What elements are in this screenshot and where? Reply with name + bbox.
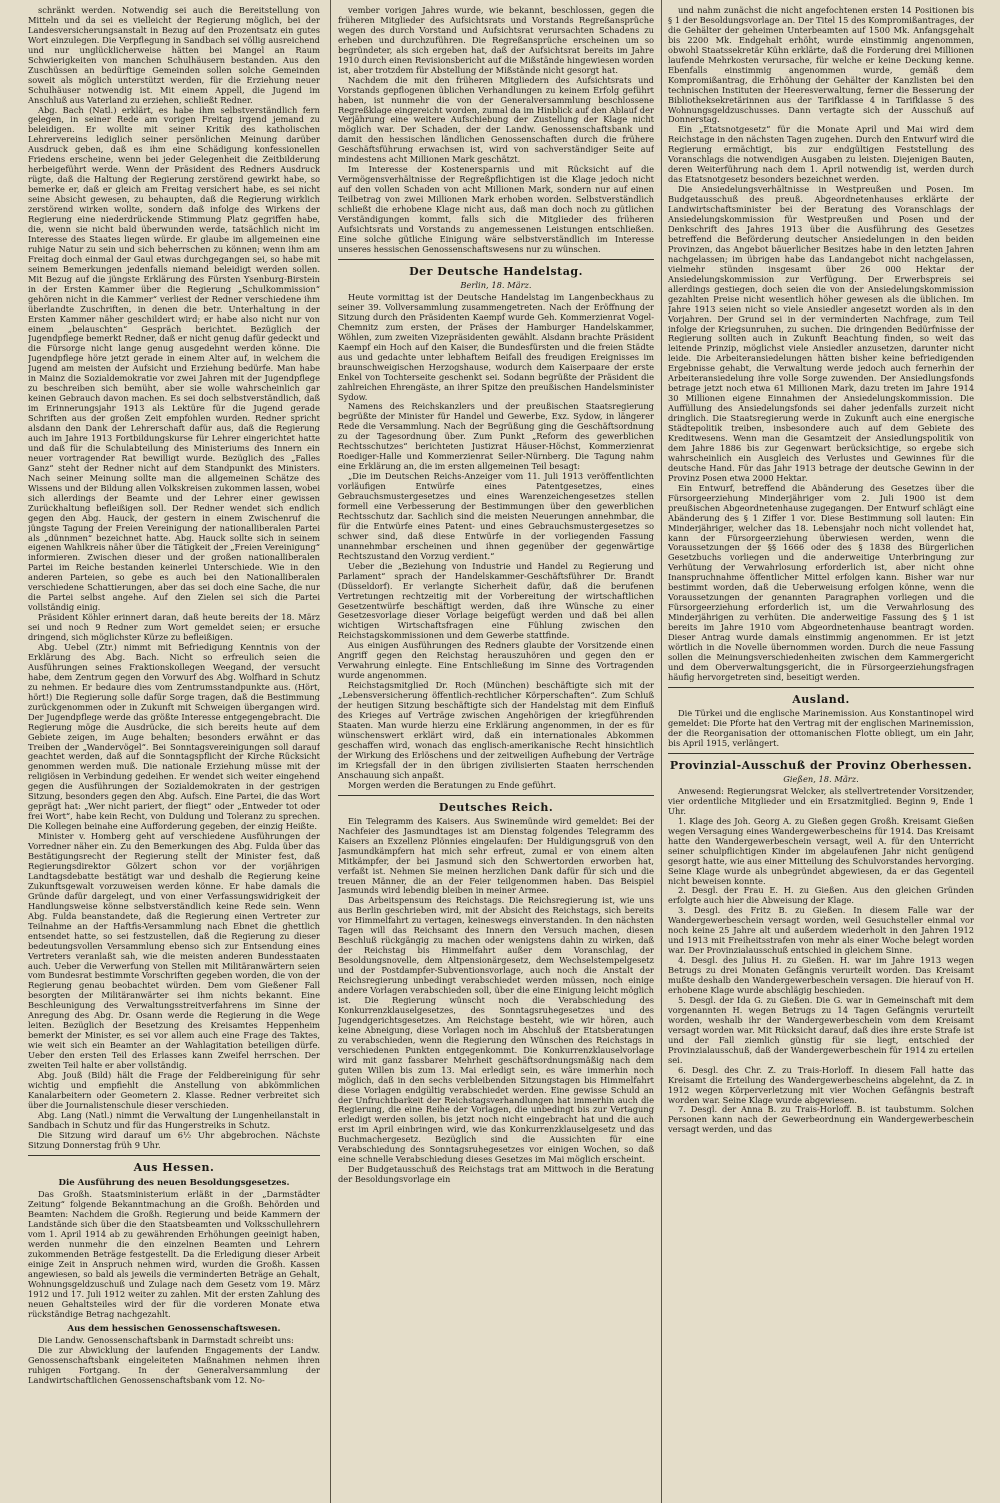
paragraph: Abg. Uebel (Ztr.) nimmt mit Befriedigung Kenntnis von der Erklärung des Abg. Bach. Nicht so erfreulich seien die Ausführungen seines Fraktionskollegen Weegand, der versucht habe, dem Zentrum gegen den Vorwurf des Abg. Wolfhard in Schutz zu nehmen. Er bedaure dies vom Zentrumsstandpunkte aus. (Hört, hört!) Die Regierung solle dafür Sorge tragen, daß die Bestimmung zurückgenommen oder in Zukunft mit Schweigen übergangen wird. Der Jugendpflege werde das größte Interesse entgegengebracht. Die Regierung möge die Ausdrücke, die sich bereits heute auf dem Gebiete zeigen, im Auge behalten; besonders erwähnt er das Treiben der „Wandervögel“. Bei Sonntagsvereinigungen soll darauf geachtet werden, daß auf die Sonntagspflicht der Kirche Rücksicht genommen werden muß. Die nationale Erziehung müsse mit der religiösen in Verbindung gedeihen. Er wendet sich weiter eingehend gegen die Ausführungen der Sozialdemokraten in der gestrigen Sitzung, besonders gegen den Abg. Aufsch. Eine Partei, die das Wort geprägt hat: „Wer nicht pariert, der fliegt“ oder „Entweder tot oder frei Wort“, habe kein Recht, von Duldung und Toleranz zu sprechen. Die Kollegen beinahe eine Aufforderung gegeben, der einzig Heißte. [28, 642, 320, 832]
column-rule [330, 0, 331, 1503]
paragraph: Das Arbeitspensum des Reichstags. Die Reichsregierung ist, wie uns aus Berlin geschrieben wird, mit der Absicht des Reichstags, sich bereits vor Himmelfahrt zu vertagen, keineswegs einverstanden. In den nächsten Tagen will das Reichsamt des Innern den Versuch machen, diesen Beschluß rückgängig zu machen oder wenigstens dahin zu wirken, daß der Reichstag bis Himmelfahrt außer dem Voranschlag, der Besoldungsnovelle, dem Altpensionärgesetz, dem Wechselstempelgesetz und der Postdampfer-Subventionsvorlage, auch noch die Anstalt der Reichsregierung unbedingt verabschiedet werden müssen, noch einige andere Vorlagen verabschieden soll, über die eine Einigung leicht möglich ist. Die Regierung wünscht noch die Verabschiedung des Konkurrenzklauselgesetzes, des Sonntagsruhegesetzes und des Jugendgerichtsgesetzes. Am Reichstage besteht, wie wir hören, auch keine Abneigung, diese Vorlagen noch im Abschluß der Etatsberatungen zu verabschieden, wenn die Regierung den Wünschen des Reichstags in verschiedenen Punkten entgegenkommt. Die Konkurrenzklauselvorlage wird mit ganz fassbarer Mehrheit geschäftsordnungsmäßig nach dem guten Willen bis zum 13. Mai erledigt sein, es wäre immerhin noch möglich, daß in den sechs verbleibenden Sitzungstagen bis Himmelfahrt diese Vorlagen endgültig verabschiedet werden. Eine gewisse Schuld an der Unfruchtbarkeit der Reichstagsverhandlungen hat immerhin auch die Regierung, die eine Reihe der Vorlagen, die unbedingt bis zur Vertagung erledigt werden sollen, bis jetzt noch nicht eingebracht hat und die auch erst im April einbringen wird, wie das Konkurrenzklauselgesetz und das Buchmachergesetz. Bezüglich sind die Aussichten für eine Verabschiedung des Sonntagsruhegesetzes vor einigen Wochen, so daß eine schnelle Verabschiedung dieses Gesetzes im Mai möglich erscheint. [338, 895, 654, 1165]
paragraph: Ein Entwurf, betreffend die Abänderung des Gesetzes über die Fürsorgeerziehung Minderjähriger vom 2. Juli 1900 ist dem preußischen Abgeordnetenhause zugegangen. Der Entwurf schlägt eine Abänderung des § 1 Ziffer 1 vor. Diese Bestimmung soll lauten: Ein Minderjähriger, welcher das 18. Lebensjahr noch nicht vollendet hat, kann der Fürsorgeerziehung überwiesen werden, wenn die Voraussetzungen der §§ 1666 oder des § 1838 des Bürgerlichen Gesetzbuchs vorliegen und die anderweitige Unterbringung zur Verhütung der Verwahrlosung erforderlich ist, aber nicht ohne Inanspruchnahme öffentlicher Mittel erfolgen kann. Bisher war nur bestimmt worden, daß die Ueberweisung erfolgen könne, wenn die Voraussetzungen der genannten Paragraphen vorliegen und die Fürsorgeerziehung erforderlich ist, um die Verwahrlosung des Minderjährigen zu verhüten. Die anderweitige Fassung des § 1 ist bereits im Jahre 1910 vom Abgeordnetenhause beantragt worden. Dieser Antrag wurde damals einstimmig angenommen. Er ist jetzt wörtlich in die Novelle übernommen worden. Durch die neue Fassung sollen die Meinungsverschiedenheiten zwischen dem Kammergericht und dem Oberverwaltungsgericht, die in Fürsorgeerziehungsfragen häufig hervorgetreten sind, beseitigt werden. [668, 482, 974, 682]
column-3 [668, 6, 974, 1499]
subheading: Die Ausführung des neuen Besoldungsgesetzes. [58, 1177, 290, 1188]
paragraph: Anwesend: Regierungsrat Welcker, als stellvertretender Vorsitzender, vier ordentliche Mitglieder und ein Ersatzmitglied. Beginn 9, Ende 1 Uhr. [668, 785, 974, 816]
dateline: Berlin, 18. März. [460, 280, 532, 291]
column-1 [28, 6, 320, 1499]
paragraph: vember vorigen Jahres wurde, wie bekannt, beschlossen, gegen die früheren Mitglieder des Aufsichtsrats und Vorstands Regreßansprüche wegen des durch Vorstand und Aufsichtsrat verursachten Schadens zu erheben und durchzuführen. Die Regreßansprüche erscheinen um so begründeter, als sich ergeben hat, daß der Aufsichtsrat bereits im Jahre 1910 durch einen Revisionsbericht auf die Mißstände hingewiesen worden ist, aber trotzdem für Abstellung der Mißstände nicht gesorgt hat. [338, 6, 654, 75]
section-heading: Deutsches Reich. [438, 800, 554, 814]
section-divider [668, 753, 974, 754]
paragraph: 4. Desgl. des Julius H. zu Gießen. H. war im Jahre 1913 wegen Betrugs zu drei Monaten Gefängnis verurteilt worden. Das Kreisamt mußte deshalb den Wandergewerbeschein versagen. Die hierauf von H. erhobene Klage wurde abschlägig beschieden. [668, 955, 974, 996]
paragraph: Abg. Bach (Natl.) erklärt, es habe ihm selbstverständlich fern gelegen, in seiner Rede am vorigen Freitag irgend jemand zu beleidigen. Er wollte mit seiner Kritik des katholischen Lehrervereins lediglich seiner persönlichen Meinung darüber Ausdruck geben, daß es ihm eine Schädigung konfessionellen Friedens erscheine, wenn bei jeder Gelegenheit die Zeitbilderung herbeigeführt werde. Wenn der Präsident des Redners Ausdruck rügte, daß die Haltung der Regierung zerstörend gewirkt habe, so bemerke er, daß er gleich am Freitag versichert habe, es sei nicht seine Absicht gewesen, zu behaupten, daß die Regierung wirklich zerstörend wirken wollte, sondern daß infolge des Wirkens der Regierung eine niederdrückende Stimmung Platz gegriffen habe, die, wenn sie nicht bald überwunden werde, tatsächlich nicht im Interesse des Staates liegen würde. Er glaube im allgemeinen eine ruhige Natur zu sein und sich beherrschen zu können; wenn ihm am Freitag doch einmal der Gaul etwas durchgegangen sei, so habe mit seinem Bemerkungen jedenfalls niemand beleidigt werden sollen. Mit Bezug auf die jüngste Erklärung des Fürsten Ysenburg-Birstein in der Ersten Kammer über die Regierung „Schulkommission“ gehören nicht in die Kammer“ verliest der Redner verschiedene ihm überlandte Zuschriften, in denen die betr. Unterhaltung in der Ersten Kammer näher geschildert wird; er habe also nicht nur von einem „belauschten“ Gespräch berichtet. Bezüglich der Jugendpflege bemerkt Redner, daß er nicht genug dafür gedeckt und die Fürsorge nicht lange genug ausgedehnt werden könne. Die Jugendpflege höre jetzt gerade in einem Alter auf, in welchem die Jugend am meisten der Aufsicht und Erziehung bedürfe. Man habe in Mainz die Sozialdemokratie vor zwei Jahren mit der Jugendpflege zu beschreiben sich bemüht, aber sie wolle wahrscheinlich gar keinen Gebrauch davon machen. Es sei doch selbstverständlich, daß im Erinnerungsjahr 1913 als Lektüre für die Jugend gerade Schriften aus der großen Zeit empfohlen wurden. Redner spricht alsdann den Dank der Lehrerschaft dafür aus, daß die Regierung auch im Jahre 1913 Fortbildungskurse für Lehrer eingerichtet hatte und daß für die Schulabteilung des Ministeriums des Innern ein neuer vortragender Rat bewilligt wurde. Bezüglich des „Falles Ganz“ steht der Redner nicht auf dem Standpunkt des Ministers. Nach seiner Meinung sollte man die allgemeinen Schätze des Wissens und der Bildung allen Volkskreisen zukommen lassen, wobei sich allerdings der Beamte und der Lehrer einer gewissen Zurückhaltung befleißigen soll. Der Redner wendet sich endlich gegen den Abg. Hauck, der gestern in einem Zwischenruf die jüngste Tagung der Freien Vereinigung der nationalliberalen Partei als „dünnmen“ bezeichnet hatte. Abg. Hauck sollte sich in seinem eigenen Wahlkreis näher über die Tätigkeit der „Freien Vereinigung“ informieren. Zwischen dieser und der großen nationalliberalen Partei im Reiche bestanden keinerlei Unterschiede. Wie in den anderen Parteien, so gebe es auch bei den Nationalliberalen verschiedene Schattierungen, aber das sei doch eine Sache, die nur die Partei selbst angehe. Auf den Zielen sei sich die Partei vollständig einig. [28, 104, 320, 613]
paragraph: 6. Desgl. des Chr. Z. zu Trais-Horloff. In diesem Fall hatte das Kreisamt die Erteilung des Wandergewerbescheins abgelehnt, da Z. in 1912 wegen Körperverletzung mit vier Wochen Gefängnis bestraft worden war. Seine Klage wurde abgewiesen. [668, 1064, 974, 1105]
paragraph: Das Großh. Staatsministerium erläßt in der „Darmstädter Zeitung“ folgende Bekanntmachung an die Großh. Behörden und Beamten: Nachdem die Großh. Regierung und beide Kammern der Landstände sich über die den Staatsbeamten und Volksschullehrern vom 1. April 1914 ab zu gewährenden Erhöhungen geeinigt haben, werden nunmehr die den einzelnen Beamten und Lehrern zukommenden Beträge festgestellt. Da die Erledigung dieser Arbeit einige Zeit in Anspruch nehmen wird, wurden die Großh. Kassen angewiesen, so bald als jeweils die verminderten Beträge an Gehalt, Wohnungsgeldzuschuß und Zulage nach dem Gesetz vom 19. März 1912 und 17. Juli 1912 weiter zu zahlen. Mit der ersten Zahlung des neuen Gehaltsteiles wird der für die vorderen Monate etwa rückständige Betrag nachgezahlt. [28, 1189, 320, 1319]
paragraph: Die Landw. Genossenschaftsbank in Darmstadt schreibt uns: [38, 1334, 294, 1345]
paragraph: Nachdem die mit den früheren Mitgliedern des Aufsichtsrats und Vorstands gepflogenen üblichen Verhandlungen zu keinem Erfolg geführt haben, ist nunmehr die von der Generalversammlung beschlossene Regreßklage eingereicht worden, zumal da im Hinblick auf den Ablauf der Verjährung eine weitere Aufschiebung der Zustellung der Klage nicht möglich war. Der Schaden, der der Landw. Genossenschaftsbank und damit den hessischen ländlichen Genossenschaften durch die frühere Geschäftsführung erwachsen ist, wird von sachverständiger Seite auf mindestens acht Millionen Mark geschätzt. [338, 74, 654, 165]
paragraph: Ueber die „Beziehung von Industrie und Handel zu Regierung und Parlament“ sprach der Handelskammer-Geschäftsführer Dr. Brandt (Düsseldorf). Er verlangte Sicherheit dafür, daß die berufenen Vertretungen rechtzeitig mit der Vorbereitung der wirtschaftlichen Gesetzentwürfe beschäftigt werden, daß ihre Wünsche zu einer Gesetzesvorlage dieser Vorlage beigefügt werden und daß bei allen wichtigen Wirtschaftsfragen eine Fühlung zwischen den Reichstagskommissionen und dem Gewerbe stattfinde. [338, 560, 654, 641]
paragraph: Der Budgetausschuß des Reichstags trat am Mittwoch in die Beratung der Besoldungsvorlage ein [338, 1164, 654, 1185]
paragraph: Morgen werden die Beratungen zu Ende geführt. [348, 779, 557, 790]
section-divider [338, 795, 654, 796]
paragraph: Ein „Etatsnotgesetz“ für die Monate April und Mai wird dem Reichstage in den nächsten Tagen zugehen. Durch den Entwurf wird die Regierung ermächtigt, bis zur endgültigen Feststellung des Voranschlags die notwendigen Ausgaben zu leisten. Diejenigen Bauten, deren Weiterführung nach dem 1. April notwendig ist, werden durch das Etatsnotgesetz besonders bezeichnet werden. [668, 124, 974, 185]
paragraph: Minister v. Homberg geht auf verschiedene Ausführungen der Vorredner näher ein. Zu den Bemerkungen des Abg. Fulda über das Bestätigungsrecht der Regierung stellt der Minister fest, daß Regierungsdirektor Gölzert schon vor der vorjährigen Landtagsdebatte bestätigt war und deshalb die Regierung keine Zukunftsgewalt vorzuweisen werden könne. Er habe damals die Gründe dafür dargelegt, und von einer Verfassungswidrigkeit der Handlungsweise könne selbstverständlich keine Rede sein. Wenn Abg. Fulda beanstandete, daß die Regierung einen Vertreter zur Teilnahme an der Haftfis-Versammlung nach Ebnet die ghettlich entsendet hatte, so sei festzustellen, daß die Regierung zu dieser bedeutungsvollen Versammlung ebenso sich zur Entsendung eines Vertreters veranlaßt sah, wie die meisten anderen Bundesstaaten auch. Ueber die Verwerfung von Stellen mit Militäranwärtern seien vom Bundesrat bestimmte Vorschriften gegeben worden, die von der Regierung genau beobachtet würden. Dem vom Gießener Fall besorgten der Militäranwärter sei ihm nichts bekannt. Eine Beschleunigung des Verwaltungsstreitverfahrens im Sinne der Anregung des Abg. Dr. Osann werde die Regierung in die Wege leiten. Bezüglich der Besetzung des Kreisamtes Heppenheim bemerkt der Minister, es sei vor allem auch eine Frage des Taktes, wie weit sich ein Beamter an der Wahlagitation beteiligen dürfe. Ueber den ersten Teil des Erlasses kann Zweifel herrschen. Der zweiten Teil halte er aber vollständig. [28, 831, 320, 1071]
paragraph: Abg. Lang (Natl.) nimmt die Verwaltung der Lungenheilanstalt in Sandbach in Schutz und für das Hungerstreiks in Schutz. [28, 1109, 320, 1130]
section-divider [668, 687, 974, 688]
paragraph: „Die im Deutschen Reichs-Anzeiger vom 11. Juli 1913 veröffentlichten vorläufigen Entwürfe eines Patentgesetzes, eines Gebrauchsmustergesetzes und eines Warenzeichengesetzes stellen formell eine Verbesserung der Bestimmungen über den gewerblichen Rechtsschutz dar. Sachlich sind die meisten Neuerungen annehmbar, die für die Entwürfe eines Patent- und eines Gebrauchsmustergesetzes so schwer sind, daß diese Entwürfe in der vorliegenden Fassung unannehmbar erscheinen und ihnen gegenüber der gegenwärtige Rechtszustand den Vorzug verdient.“ [338, 471, 654, 561]
paragraph: schränkt werden. Notwendig sei auch die Bereitstellung von Mitteln und da sei es vielleicht der Regierung möglich, bei der Landesversicherungsanstalt in Bezug auf den Prozentsatz ein gutes Wort einzulegen. Die Verpflegung in Sandbach sei völlig ausreichend und nur unglücklicherweise hätten bei Mangel an Raum Schwierigkeiten von manchen Schulhäusern bestanden. Aus den Zuschüssen an bedürftige Gemeinden sollen solche Gemeinden soweit als möglich unterstützt werden, für die Erziehung neuer Schulhäuser notwendig ist. Mit einem Appell, die Jugend im Anschluß aus Vaterland zu erziehen, schließt Redner. [28, 6, 320, 105]
paragraph: Aus einigen Ausführungen des Redners glaubte der Vorsitzende einen Angriff gegen den Reichstag herauszuhören und gegen den er Verwahrung einlegte. Eine Entschließung im Sinne des Vortragenden wurde angenommen. [338, 640, 654, 681]
paragraph: Reichstagsmitglied Dr. Roch (München) beschäftigte sich mit der „Lebensversicherung öffentlich-rechtlicher Körperschaften“. Zum Schluß der heutigen Sitzung beschäftigte sich der Handelstag mit dem Einfluß des Krieges auf Verträge zwischen Angehörigen der kriegführenden Staaten. Man wurde hierzu eine Erklärung angenommen, in der es für wünschenswert erklärt wird, daß ein internationales Abkommen geschaffen wird, wonach das englisch-amerikanische Recht hinsichtlich der Wirkung des Erlöschens und der zeitweiligen Aufhebung der Verträge im Kriegsfall der in den übrigen zivilisierten Staaten herrschenden Anschauung sich anpaßt. [338, 680, 654, 780]
paragraph: Heute vormittag ist der Deutsche Handelstag im Langenbeckhaus zu seiner 39. Vollversammlung zusammengetreten. Nach der Eröffnung der Sitzung durch den Präsidenten Kaempf wurde Geh. Kommerzienrat Vogel-Chemnitz zum ersten, der Präses der Hamburger Handelskammer, Wöhlen, zum zweiten Vizepräsidenten gewählt. Alsdann brachte Präsident Kaempf ein Hoch auf den Kaiser, die Bundesfürsten und die freien Städte aus und gedachte unter lebhaftem Beifall des freudigen Ereignisses im braunschweigischen Herzogshause, wodurch dem Kaiserpaare der erste Enkel von Tochterseite geschenkt sei. Sodann begrüßte der Präsident die zahlreichen Ehrengäste, an ihrer Spitze den preußischen Handelsminister Sydow. [338, 291, 654, 402]
paragraph: 2. Desgl. der Frau E. H. zu Gießen. Aus den gleichen Gründen erfolgte auch hier die Abweisung der Klage. [668, 885, 974, 906]
section-divider [28, 1155, 320, 1156]
paragraph: Namens des Reichskanzlers und der preußischen Staatsregierung begrüßte der Minister für Handel und Gewerbe, Exz. Sydow, in längerer Rede die Versammlung. Nach der Begrüßung ging die Geschäftsordnung zu der Tagesordnung über. Zum Punkt „Reform des gewerblichen Rechtsschutzes“ berichteten Justizrat Häuser-Höchst, Kommerzienrat Roediger-Halle und Kommerzienrat Seiler-Nürnberg. Die Tagung nahm eine Erklärung an, die im ersten allgemeinen Teil besagt: [338, 401, 654, 472]
paragraph: 1. Klage des Joh. Georg A. zu Gießen gegen Großh. Kreisamt Gießen wegen Versagung eines Wandergewerbescheins für 1914. Das Kreisamt hatte den Wandergewerbeschein versagt, weil A. für den Unterricht seiner schulpflichtigen Kinder im abgelaufenen Jahr nicht genügend gesorgt hatte, wie aus einer Mitteilung des Schulvorstandes hervorging. Seine Klage wurde als unbegründet abgewiesen, da er das Gegenteil nicht beweisen konnte. [668, 815, 974, 886]
column-rule [661, 0, 662, 1503]
paragraph: Die zur Abwicklung der laufenden Engagements der Landw. Genossenschaftsbank eingeleiteten Maßnahmen nehmen ihren ruhigen Fortgang. In der Generalversammlung der Landwirtschaftlichen Genossenschaftsbank vom 12. No- [28, 1344, 320, 1385]
paragraph: Im Interesse der Kostenersparnis und mit Rücksicht auf die Vermögensverhältnisse der Regreßpflichtigen ist die Klage jedoch nicht auf den vollen Schaden von acht Millionen Mark, sondern nur auf einen Teilbetrag von zwei Millionen Mark erhoben worden. Selbstverständlich schließt die erhobene Klage nicht aus, daß man doch noch zu gütlichen Verständigungen kommt, falls sich die Mitglieder des früheren Aufsichtsrats und Vorstands zu angemessenen Leistungen entschließen. Eine solche gütliche Einigung wäre selbstverständlich im Interesse unseres hessischen Genossenschaftswesens nur zu wünschen. [338, 164, 654, 254]
dateline: Gießen, 18. März. [783, 774, 859, 784]
paragraph: Ein Telegramm des Kaisers. Aus Swinemünde wird gemeldet: Bei der Nachfeier des Jasmundtages ist am Dienstag folgendes Telegramm des Kaisers an Exzellenz Plönnies eingelaufen: Der Huldigungsgruß von den Jasmundkämpfern hat mich sehr erfreut, zumal er von einem alten Mitkämpfer, der bei Jasmund sich den Schwertorden erworben hat, verfaßt ist. Nehmen Sie meinen herzlichen Dank dafür für sich und die treuen Männer, die an der Feier teilgenommen haben. Das Beispiel Jasmunds wird lebendig bleiben in meiner Armee. [338, 815, 654, 896]
paragraph: 3. Desgl. des Fritz B. zu Gießen. In diesem Falle war der Wandergewerbeschein versagt worden, weil Gesuchsteller einmal vor noch keine 25 Jahre alt und außerdem wiederholt in den Jahren 1912 und 1913 mit Freiheitsstrafen von mehr als einer Woche belegt worden war. Der Provinzialausschuß entschied in gleichem Sinne. [668, 905, 974, 956]
paragraph: Die Sitzung wird darauf um 6½ Uhr abgebrochen. Nächste Sitzung Donnerstag früh 9 Uhr. [28, 1129, 320, 1150]
subheading: Aus dem hessischen Genossenschaftswesen. [67, 1323, 281, 1334]
paragraph: 5. Desgl. der Ida G. zu Gießen. Die G. war in Gemeinschaft mit dem vorgenannten H. wegen Betrugs zu 14 Tagen Gefängnis verurteilt worden, weshalb ihr der Wandergewerbeschein vom dem Kreisamt versagt worden war. Mit Rücksicht darauf, daß dies ihre erste Strafe ist und der Fall ziemlich günstig für sie liegt, entschied der Provinzialausschuß, daß der Wandergewerbeschein für 1914 zu erteilen sei. [668, 994, 974, 1065]
paragraph: Die Ansiedelungsverhältnisse in Westpreußen und Posen. Im Budgetausschuß des preuß. Abgeordnetenhauses erklärte der Landwirtschaftsminister bei der Beratung des Voranschlags der Ansiedelungskommission für Westpreußen und Posen und der Denkschrift des Jahres 1913 über die Ausführung des Gesetzes betreffend die Beförderung deutscher Ansiedelungen in den beiden Provinzen, das Angebot bäuerlicher Besitzes habe in den letzten Jahren nachgelassen; im übrigen habe das Landangebot nicht nachgelassen, vielmehr stünden insgesamt über 26 000 Hektar der Ansiedelungskommission zur Verfügung. Der Erwerbspreis sei allerdings gestiegen, doch seien die von der Ansiedelungskommission gezahlten Preise nicht wesentlich höher gewesen als die üblichen. Im Jahre 1913 seien nicht so viele Ansiedler angesetzt worden als in den Vorjahren. Der Grund sei in der verminderten Nachfrage, zum Teil infolge der Kriegsunruhen, zu suchen. Die dringenden Bedürfnisse der Regierung sollten auch in Zukunft Beachtung finden, so weit das leitende Prinzip, möglichst viele Ansiedler anzusetzen, darunter nicht leide. Die Arbeiteransiedelungen hätten bisher keine befriedigenden Ergebnisse gehabt, die Verwaltung werde jedoch auch fernerhin der Arbeiteransiedelung ihre volle Sorge zuwenden. Der Ansiedlungsfonds betrage jetzt noch etwa 61 Millionen Mark, dazu treten im Jahre 1914 30 Millionen eigene Einnahmen der Ansiedelungskommission. Die Auffüllung des Ansiedelungsfonds sei daher jedenfalls zurzeit nicht dringlich. Die Staatsregierung werde in Zukunft auch eine energische Städtepolitik treiben, insbesondere auch auf dem Gebiete des Kreditwesens. Wenn man die Gesamtzeit der Ansiedlungspolitik von dem Jahre 1886 bis zur Gegenwart berücksichtige, so ergebe sich wahrscheinlich ein Ausgleich des Verlustes und Gewinnes für die deutsche Hand. Für das Jahr 1913 betrage der deutsche Gewinn in der Provinz Posen etwa 2000 Hektar. [668, 184, 974, 483]
section-heading: Ausland. [792, 692, 850, 706]
paragraph: Präsident Köhler erinnert daran, daß heute bereits der 18. März sei und noch 9 Redner zum Wort gemeldet seien; er ersuche dringend, sich möglichster Kürze zu befleißigen. [28, 612, 320, 643]
section-heading: Aus Hessen. [133, 1160, 215, 1174]
paragraph: und nahm zunächst die nicht angefochtenen ersten 14 Positionen bis § 1 der Besoldungsvorlage an. Der Titel 15 des Kompromißantrages, der die Gehälter der geheimen Unterbeamten auf 1500 Mk. Anfangsgehalt bis 2200 Mk. Endgehalt erhöht, wurde einstimmig angenommen, obwohl Staatssekretär Kühn erklärte, daß die Forderung drei Millionen laufende Mehrkosten verursache, für welche er keine Deckung kenne. Ebenfalls einstimmig angenommen wurde, gemäß dem Kompromißantrag, die Erhöhung der Gehälter der Kanzlisten bei den technischen Instituten der Heeresverwaltung, ferner die Besserung der Bibliotheksekretärinnen aus der Tarifklasse 4 in Tarifklasse 5 des Wohnungsgeldzuschusses. Dann vertagte sich der Ausschuß auf Donnerstag. [668, 6, 974, 125]
column-2 [338, 6, 654, 1499]
section-heading: Der Deutsche Handelstag. [409, 264, 583, 278]
paragraph: 7. Desgl. der Anna B. zu Trais-Horloff. B. ist taubstumm. Solchen Personen kann nach der Gewerbeordnung ein Wandergewerbeschein versagt werden, und das [668, 1104, 974, 1135]
section-divider [338, 259, 654, 260]
paragraph: Die Türkei und die englische Marinemission. Aus Konstantinopel wird gemeldet: Die Pforte hat den Vertrag mit der englischen Marinemission, der die Reorganisation der ottomanischen Flotte obliegt, um ein Jahr, bis April 1915, verlängert. [668, 708, 974, 748]
paragraph: Abg. Jouß (Bild) hält die Frage der Feldbereinigung für sehr wichtig und empfiehlt die Anstellung von abkömmlichen Kanalarbeitern oder Geometern 2. Klasse. Redner verbreitet sich über die Journalistenschule dieser verschieden. [28, 1069, 320, 1110]
section-heading: Provinzial-Ausschuß der Provinz Oberhessen. [669, 758, 973, 772]
